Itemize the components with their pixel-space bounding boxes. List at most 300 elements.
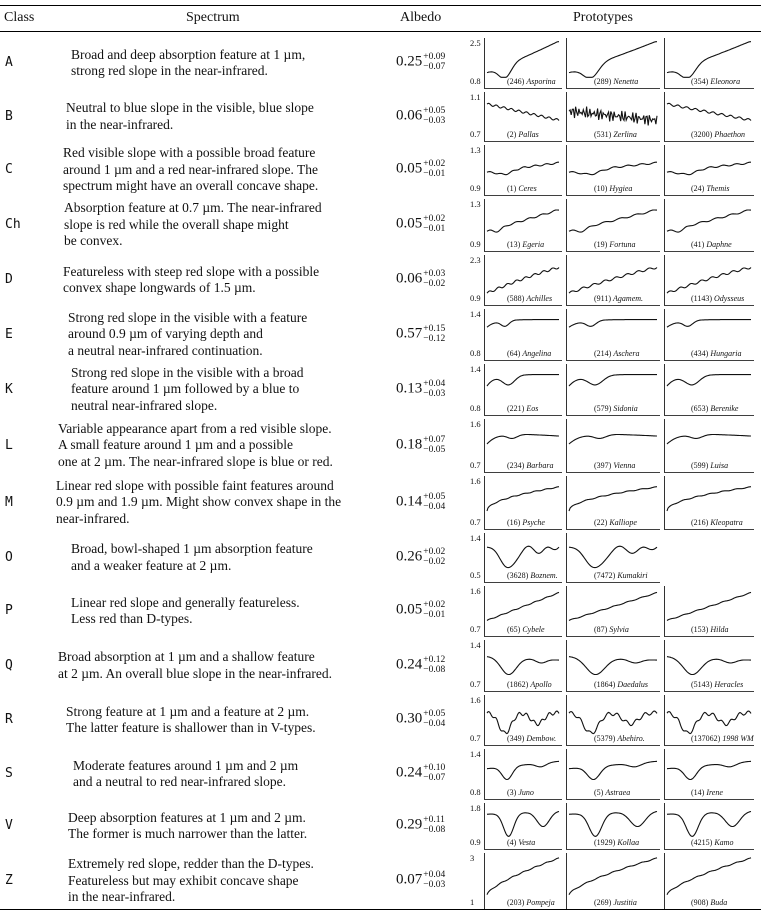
prototype-name: Agamem. (613, 294, 644, 303)
albedo-minus: −0.07 (423, 773, 446, 783)
spectrum-description (63, 145, 318, 195)
spectrum-curve (487, 858, 559, 895)
prototype-label (594, 734, 645, 743)
albedo-plus: +0.10 (423, 763, 446, 773)
spectrum-curve (569, 435, 657, 445)
prototype-panel (484, 255, 562, 306)
description-line: at 2 µm. An overall blue slope in the near-infrared. (58, 665, 333, 681)
bottom-rule (0, 909, 761, 910)
prototype-panel (566, 533, 660, 583)
header-rule (0, 31, 761, 32)
albedo-uncertainty (423, 324, 445, 344)
prototype-label (594, 571, 648, 580)
prototype-panel (664, 749, 754, 800)
prototype-panel (566, 749, 660, 800)
spectrum-curve (487, 435, 559, 445)
spectrum-curve (487, 375, 559, 386)
prototype-panel (484, 640, 562, 692)
prototype-label (691, 240, 732, 249)
prototype-label (507, 898, 555, 907)
table-row (0, 747, 761, 801)
albedo-mean: 0.06 (396, 270, 423, 287)
table-row (0, 417, 761, 474)
spectrum-curve (487, 761, 559, 779)
prototype-panel (484, 145, 562, 196)
prototype-label (691, 898, 727, 907)
prototype-number: (4215) (691, 838, 715, 847)
albedo-uncertainty (423, 655, 445, 675)
description-line: around 1 µm and a red near-infrared slope. The (63, 161, 319, 177)
y-axis-min: 0.7 (470, 733, 481, 743)
albedo-minus: −0.08 (423, 825, 446, 835)
albedo-value (396, 106, 445, 126)
prototype-number: (22) (594, 518, 610, 527)
prototype-name: Heracles (714, 680, 744, 689)
albedo-value (396, 324, 445, 344)
albedo-uncertainty (423, 763, 445, 783)
albedo-minus: −0.01 (423, 169, 446, 179)
prototype-name: Kalliope (609, 518, 637, 527)
prototype-name: Nenetta (613, 77, 639, 86)
prototype-name: Eleonora (710, 77, 741, 86)
prototype-name: Irene (706, 788, 723, 797)
prototype-panel (484, 309, 562, 361)
spectrum-curve (667, 592, 751, 620)
description-line: slope is red while the overall shape might (64, 216, 289, 232)
table-row (0, 801, 761, 851)
y-axis-max: 1.3 (470, 145, 481, 155)
description-line: in the near-infrared. (66, 116, 174, 132)
spectrum-curve (487, 103, 559, 120)
albedo-uncertainty (423, 815, 445, 835)
prototype-number: (269) (594, 898, 614, 907)
prototype-label (507, 838, 535, 847)
prototype-panel (664, 309, 754, 361)
y-axis-min: 1 (470, 897, 475, 907)
prototype-number: (911) (594, 294, 614, 303)
spectrum-curve (569, 487, 657, 511)
prototype-panel (484, 749, 562, 800)
prototype-panel (566, 364, 660, 416)
prototype-panel (566, 92, 660, 142)
prototype-name: Pallas (518, 130, 539, 139)
y-axis-max: 1.1 (470, 92, 481, 102)
description-line: in the near-infrared. (68, 889, 176, 905)
spectrum-curve (487, 546, 559, 567)
spectrum-curve (569, 268, 657, 294)
prototype-name: Achilles (526, 294, 553, 303)
table-row (0, 474, 761, 531)
prototype-number: (153) (691, 625, 711, 634)
prototype-name: Boznem. (530, 571, 558, 580)
y-axis-min: 0.8 (470, 787, 481, 797)
y-axis-max: 2.3 (470, 255, 481, 265)
spectrum-curve (667, 761, 751, 779)
prototype-number: (64) (507, 349, 523, 358)
prototype-panel (664, 695, 754, 746)
albedo-minus: −0.05 (423, 444, 446, 455)
spectrum-curve (667, 487, 751, 511)
class-label: Q (5, 657, 13, 673)
albedo-plus: +0.12 (423, 654, 446, 665)
prototype-number: (7472) (594, 571, 618, 580)
prototype-number: (1929) (594, 838, 618, 847)
spectrum-description (66, 704, 316, 737)
prototype-panel (664, 364, 754, 416)
albedo-value (396, 214, 445, 234)
albedo-minus: −0.04 (423, 719, 446, 729)
y-axis-max: 3 (470, 853, 475, 863)
spectrum-curve (487, 320, 559, 328)
albedo-plus: +0.11 (423, 815, 445, 825)
description-line: Strong red slope in the visible with a feature (68, 309, 308, 325)
class-label: C (5, 162, 13, 177)
prototype-number: (5143) (691, 680, 715, 689)
description-line: A small feature around 1 µm and a possible (58, 437, 293, 453)
description-line: neutral near-infrared slope. (71, 397, 218, 413)
spectrum-curve (569, 812, 657, 837)
albedo-value (396, 492, 445, 512)
prototype-number: (221) (507, 404, 527, 413)
prototype-number: (1864) (594, 680, 618, 689)
prototype-label (594, 404, 638, 413)
description-line: and a weaker feature at 2 µm. (71, 557, 232, 573)
prototype-name: Phaethon (714, 130, 745, 139)
y-axis-min: 0.9 (470, 239, 481, 249)
description-line: Neutral to blue slope in the visible, blue slope (66, 100, 314, 115)
spectrum-curve (569, 375, 657, 386)
table-row (0, 638, 761, 693)
prototype-panel (566, 199, 660, 252)
spectrum-description (66, 100, 314, 133)
albedo-mean: 0.05 (396, 601, 423, 618)
albedo-minus: −0.01 (423, 224, 446, 234)
prototype-label (507, 294, 552, 303)
y-axis-max: 1.4 (470, 640, 481, 650)
albedo-plus: +0.03 (423, 269, 446, 279)
prototype-panel (664, 853, 754, 910)
spectrum-curve (487, 711, 559, 734)
albedo-mean: 0.06 (396, 106, 423, 123)
y-axis-min: 0.7 (470, 460, 481, 470)
prototype-panel (664, 145, 754, 196)
spectrum-description (71, 47, 305, 80)
prototype-name: Astraea (605, 788, 631, 797)
prototype-label (507, 240, 544, 249)
prototype-label (507, 788, 534, 797)
spectrum-description (58, 421, 333, 471)
class-label: S (5, 766, 13, 781)
prototype-panel (484, 803, 562, 850)
description-line: convex shape longwards of 1.5 µm. (63, 280, 256, 295)
albedo-uncertainty (423, 106, 445, 126)
prototype-name: Zerlina (613, 130, 637, 139)
albedo-minus: −0.01 (423, 610, 446, 620)
prototype-number: (234) (507, 461, 527, 470)
prototype-name: Vienna (613, 461, 636, 470)
prototype-label (594, 461, 635, 470)
class-label: R (5, 712, 13, 727)
albedo-plus: +0.05 (423, 105, 446, 116)
prototype-panel (664, 586, 754, 637)
prototype-label (594, 130, 637, 139)
prototype-name: Buda (710, 898, 728, 907)
albedo-minus: −0.12 (423, 333, 446, 344)
prototype-panel (664, 255, 754, 306)
prototype-name: Barbara (526, 461, 554, 470)
prototype-label (691, 349, 741, 358)
albedo-mean: 0.29 (396, 816, 423, 833)
spectrum-curve (569, 107, 657, 126)
spectrum-curve (569, 162, 657, 175)
y-axis-max: 1.6 (470, 419, 481, 429)
spectrum-curve (487, 487, 559, 511)
prototype-number: (1862) (507, 680, 531, 689)
prototype-panel (664, 419, 754, 473)
prototype-name: Angelina (522, 349, 552, 358)
spectrum-curve (487, 210, 559, 232)
prototype-label (507, 77, 556, 86)
prototype-label (507, 571, 558, 580)
albedo-plus: +0.04 (423, 378, 446, 389)
prototype-label (594, 625, 629, 634)
prototype-panel (484, 419, 562, 473)
description-line: Red visible slope with a possible broad feature (63, 145, 316, 161)
prototype-label (691, 77, 740, 86)
table-row (0, 36, 761, 90)
spectrum-curve (667, 657, 751, 675)
albedo-plus: +0.05 (423, 491, 446, 502)
prototype-panel (484, 853, 562, 910)
class-label: L (5, 437, 13, 453)
prototype-number: (203) (507, 898, 527, 907)
albedo-value (396, 709, 445, 729)
prototype-panel (566, 640, 660, 692)
albedo-mean: 0.57 (396, 324, 423, 341)
prototype-name: Hilda (710, 625, 729, 634)
y-axis-max: 1.8 (470, 803, 481, 813)
prototype-number: (588) (507, 294, 527, 303)
prototype-label (594, 518, 637, 527)
albedo-value (396, 52, 445, 72)
albedo-minus: −0.03 (423, 880, 446, 890)
spectrum-curve (569, 592, 657, 620)
prototype-panel (664, 803, 754, 850)
prototype-name: Kleopatra (710, 518, 743, 527)
albedo-plus: +0.15 (423, 323, 446, 334)
spectrum-description (64, 200, 322, 250)
prototype-number: (599) (691, 461, 711, 470)
y-axis-max: 1.6 (470, 476, 481, 486)
prototype-name: Kamo (714, 838, 734, 847)
spectrum-curve (487, 268, 559, 294)
prototype-name: Ceres (518, 184, 537, 193)
description-line: Strong feature at 1 µm and a feature at 2 µm. (66, 703, 310, 719)
prototype-name: Themis (706, 184, 730, 193)
prototype-name: Luisa (710, 461, 729, 470)
description-line: Strong red slope in the visible with a broad (71, 364, 304, 380)
header-class: Class (4, 10, 35, 25)
class-label: B (5, 108, 13, 124)
prototype-panel (664, 640, 754, 692)
description-line: The latter feature is shallower than in V-types. (66, 720, 316, 735)
prototype-label (594, 240, 636, 249)
albedo-uncertainty (423, 52, 445, 72)
prototype-number: (246) (507, 77, 527, 86)
description-line: Absorption feature at 0.7 µm. The near-infrared (64, 200, 322, 216)
y-axis-min: 0.9 (470, 183, 481, 193)
spectrum-curve (667, 375, 751, 386)
albedo-value (396, 763, 445, 783)
prototype-label (691, 130, 745, 139)
y-axis-max: 1.4 (470, 533, 481, 543)
prototype-panel (484, 533, 562, 583)
prototype-panel (664, 38, 754, 89)
albedo-uncertainty (423, 492, 445, 512)
y-axis-min: 0.8 (470, 348, 481, 358)
prototype-name: Cybele (522, 625, 545, 634)
prototype-label (691, 184, 729, 193)
y-axis-min: 0.7 (470, 129, 481, 139)
albedo-value (396, 870, 445, 890)
spectrum-curve (487, 657, 559, 675)
y-axis-max: 1.4 (470, 749, 481, 759)
prototype-name: Berenike (710, 404, 739, 413)
albedo-plus: +0.02 (423, 600, 446, 610)
prototype-label (594, 184, 632, 193)
spectrum-description (73, 758, 298, 791)
table-row (0, 693, 761, 747)
prototype-label (691, 294, 744, 303)
prototype-name: Kumakiri (617, 571, 648, 580)
prototype-number: (3) (507, 788, 519, 797)
spectrum-curve (487, 592, 559, 620)
spectrum-curve (487, 162, 559, 175)
y-axis-min: 0.8 (470, 403, 481, 413)
albedo-plus: +0.02 (423, 546, 446, 557)
y-axis-max: 2.5 (470, 38, 481, 48)
table-row (0, 143, 761, 197)
prototype-number: (3200) (691, 130, 715, 139)
prototype-name: Egeria (522, 240, 545, 249)
albedo-uncertainty (423, 547, 445, 567)
y-axis-min: 0.8 (470, 76, 481, 86)
prototype-number: (216) (691, 518, 711, 527)
prototype-name: Justitia (613, 898, 637, 907)
prototype-label (594, 838, 639, 847)
albedo-minus: −0.08 (423, 664, 446, 675)
prototype-label (507, 349, 551, 358)
y-axis-max: 1.3 (470, 199, 481, 209)
prototype-label (507, 130, 539, 139)
prototype-name: Hygiea (609, 184, 633, 193)
prototype-label (691, 838, 733, 847)
description-line: Deep absorption features at 1 µm and 2 µm. (68, 809, 306, 825)
description-line: be convex. (64, 233, 123, 249)
prototype-number: (14) (691, 788, 707, 797)
prototype-panel (484, 199, 562, 252)
table-row (0, 307, 761, 362)
albedo-value (396, 269, 445, 289)
prototype-number: (41) (691, 240, 707, 249)
top-rule (0, 5, 761, 6)
albedo-plus: +0.09 (423, 52, 446, 62)
table-row (0, 90, 761, 143)
spectrum-curve (667, 711, 751, 734)
table-row (0, 531, 761, 584)
prototype-label (691, 788, 723, 797)
albedo-mean: 0.26 (396, 547, 423, 564)
prototype-panel (566, 145, 660, 196)
prototype-panel (484, 364, 562, 416)
prototype-panel (566, 255, 660, 306)
description-line: Less red than D-types. (71, 611, 193, 626)
prototype-panel (484, 476, 562, 530)
prototype-label (594, 77, 638, 86)
prototype-name: Fortuna (609, 240, 636, 249)
description-line: 0.9 µm and 1.9 µm. Might show convex shape in the (56, 494, 342, 510)
albedo-uncertainty (423, 379, 445, 399)
prototype-number: (16) (507, 518, 523, 527)
albedo-mean: 0.30 (396, 710, 423, 727)
albedo-mean: 0.18 (396, 435, 423, 452)
prototype-name: Juno (518, 788, 534, 797)
spectrum-curve (667, 858, 751, 895)
description-line: Broad and deep absorption feature at 1 µm, (71, 46, 306, 62)
prototype-panel (484, 92, 562, 142)
y-axis-min: 0.9 (470, 293, 481, 303)
description-line: spectrum might have an overall concave shape. (63, 178, 319, 194)
spectrum-curve (667, 210, 751, 232)
spectrum-description (68, 810, 307, 843)
y-axis-max: 1.4 (470, 364, 481, 374)
prototype-label (507, 404, 538, 413)
y-axis-min: 0.7 (470, 679, 481, 689)
prototype-panel (664, 92, 754, 142)
albedo-value (396, 379, 445, 399)
albedo-uncertainty (423, 214, 445, 234)
prototype-number: (1143) (691, 294, 715, 303)
prototype-name: Daedalus (617, 680, 648, 689)
spectrum-curve (569, 320, 657, 328)
spectrum-description (71, 541, 313, 574)
prototype-number: (10) (594, 184, 610, 193)
class-label: P (5, 603, 13, 618)
prototype-panel (566, 309, 660, 361)
prototype-panel (566, 853, 660, 910)
prototype-panel (566, 803, 660, 850)
description-line: feature around 1 µm followed by a blue to (71, 381, 300, 397)
class-label: K (5, 381, 13, 397)
albedo-uncertainty (423, 709, 445, 729)
class-label: V (5, 818, 13, 833)
prototype-name: Dembow. (526, 734, 557, 743)
prototype-number: (5379) (594, 734, 618, 743)
prototype-name: Sidonia (613, 404, 638, 413)
prototype-number: (4) (507, 838, 519, 847)
prototype-name: Psyche (522, 518, 545, 527)
prototype-number: (653) (691, 404, 711, 413)
y-axis-min: 0.9 (470, 837, 481, 847)
albedo-minus: −0.07 (423, 62, 446, 72)
prototype-label (507, 518, 545, 527)
prototype-number: (3628) (507, 571, 531, 580)
prototype-panel (566, 419, 660, 473)
spectrum-description (56, 478, 341, 528)
albedo-mean: 0.25 (396, 53, 423, 70)
prototype-number: (354) (691, 77, 711, 86)
prototype-name: Odysseus (714, 294, 745, 303)
